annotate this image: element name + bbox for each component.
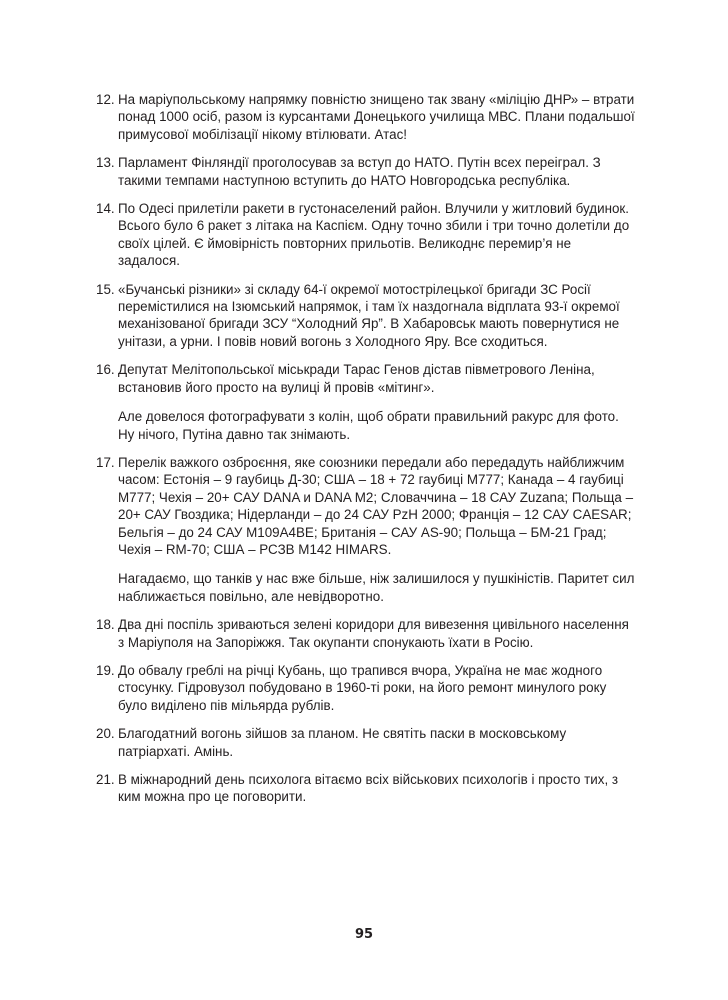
item-paragraph: В міжнародний день психолога вітаємо всіх військових психологів і просто тих, з ким можна про це поговорити. [118,772,619,805]
list-item-12 [96,91,636,143]
list-item-13 [96,154,636,189]
list-item-18 [96,616,636,651]
list-item-17 [96,454,636,605]
item-number: 18. [96,617,115,633]
numbered-list [96,91,636,817]
list-item-19 [96,662,636,714]
item-paragraph: На маріупольському напрямку повністю знищено так звану «міліцію ДНР» – втрати понад 1000 осіб, разом із курсантами Донецького училища МВС. Плани подальшої примусової мобілізації нікому втілювати. Атас! [118,92,635,142]
item-paragraph: Парламент Фінляндії проголосував за вступ до НАТО. Путін всех переіграл. З такими темпами наступною вступить до НАТО Новгородська республіка. [118,155,601,188]
list-item-16 [96,361,636,443]
list-item-15 [96,281,636,351]
item-number: 13. [96,155,115,171]
list-item-14 [96,200,636,270]
item-paragraph: По Одесі прилетіли ракети в густонаселений район. Влучили у житловий будинок. Всього було 6 ракет з літака на Каспієм. Одну точно збили і три точно долетіли до своїх цілей. Є ймовірність повторних прильотів. Великоднє перемир’я не задалося. [118,201,630,269]
item-paragraph: До обвалу греблі на річці Кубань, що трапився вчора, Україна не має жодного стосунку. Гідровузол побудовано в 1960-ті роки, на його ремонт минулого року було виділено пів мільярда рублів. [118,662,607,713]
item-paragraph: Два дні поспіль зриваються зелені коридори для вивезення цивільного населення з Маріуполя на Запоріжжя. Так окупанти спонукають їхати в Росію. [118,617,629,650]
item-paragraph: Благодатний вогонь зійшов за планом. Не святіть паски в московському патріархаті. Амінь. [118,726,567,759]
list-item-21 [96,771,636,806]
item-number: 15. [96,281,115,297]
item-number: 16. [96,362,115,378]
item-paragraph: Нагадаємо, що танків у нас вже більше, ніж залишилося у пушкіністів. Паритет сил наближається повільно, але невідворотно. [118,571,635,604]
item-paragraph: «Бучанські різники» зі складу 64-ї окремої мотострілецької бригади ЗС Росії перемістилися на Ізюмський напрямок, і там їх наздогнала відплата 93-ї окремої механізованої бригади ЗСУ “Холодний Яр”. В Хабаровськ мають повернутися не унітази, а урни. І повів новий вогонь з Холодного Яру. Все сходиться. [118,281,620,349]
item-paragraph: Але довелося фотографувати з колін, щоб обрати правильний ракурс для фото. Ну нічого, Путіна давно так знімають. [118,409,619,442]
page-number: 95 [354,927,374,942]
item-number: 14. [96,201,115,217]
item-paragraph: Перелік важкого озброєння, яке союзники передали або передадуть найближчим часом: Естонія – 9 гаубиць Д-30; США – 18 + 72 гаубиці M777; Канада – 4 гаубиці M777; Чехія – 20+ САУ DANA и DANA M2; Словаччина – 18 САУ Zuzana; Польща – 20+ САУ Гвоздика; Нідерланди – до 24 САУ PzH 2000; Франція – 12 САУ CAESAR; Бельгія – до 24 САУ M109A4BE; Британія – САУ AS-90; Польща – БМ-21 Град; Чехія – RM-70; США – РСЗВ M142 HIMARS. [118,454,634,557]
item-number: 12. [96,92,115,107]
item-number: 20. [96,726,115,742]
item-paragraph: Депутат Мелітопольської міськради Тарас Генов дістав півметрового Леніна, встановив його просто на вулиці й провів «мітинг». [118,362,595,395]
item-number: 19. [96,662,115,678]
list-item-20 [96,725,636,760]
item-number: 17. [96,454,115,470]
item-number: 21. [96,772,115,787]
